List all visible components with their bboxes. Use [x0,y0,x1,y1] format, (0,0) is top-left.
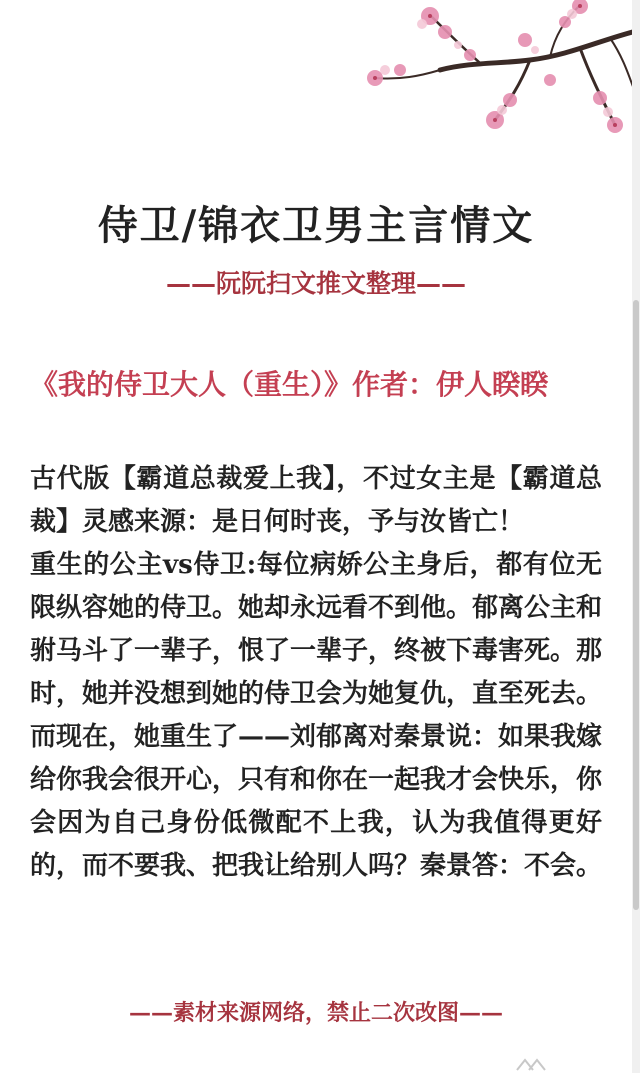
description-paragraph: 古代版【霸道总裁爱上我】，不过女主是【霸道总裁】灵感来源：是日何时丧，予与汝皆亡！ [30,464,602,537]
page-subtitle: ——阮阮扫文推文整理—— [165,269,466,298]
scrollbar-thumb[interactable] [633,300,639,910]
book-description [30,458,602,888]
book-title: 《我的侍卫大人（重生）》作者：伊人睽睽 [30,368,549,401]
watermark-logo-icon [515,1058,555,1072]
source-note: ——素材来源网络，禁止二次改图—— [128,1000,503,1026]
plum-blossom-decoration [280,0,640,140]
description-paragraph: 重生的公主vs侍卫:每位病娇公主身后，都有位无限纵容她的侍卫。她却永远看不到他。郁离公主和驸马斗了一辈子，恨了一辈子，终被下毒害死。那时，她并没想到她的侍卫会为她复仇，直至死去。而现在，她重生了——刘郁离对秦景说：如果我嫁给你我会很开心，只有和你在一起我才会快乐，你会因为自己身份低微配不上我，认为我值得更好的，而不要我、把我让给别人吗？秦景答：不会。 [30,550,603,881]
scrollbar[interactable] [632,0,640,1073]
page-title: 侍卫/锦衣卫男主言情文 [97,202,535,249]
